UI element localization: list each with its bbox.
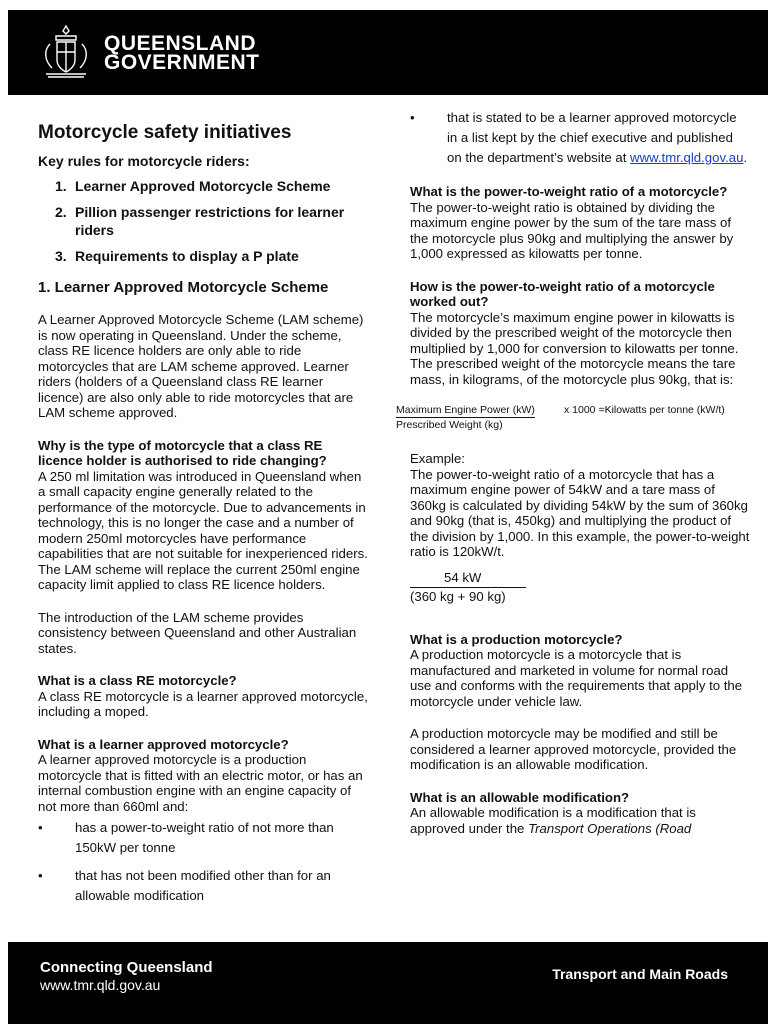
formula — [396, 399, 750, 439]
left-column — [38, 122, 368, 918]
list-item — [38, 866, 368, 906]
why-question: Why is the type of motorcycle that a class RE licence holder is authorised to ride changing? — [38, 437, 327, 468]
org-line2: GOVERNMENT — [104, 51, 260, 74]
why-section — [38, 438, 368, 593]
rule-item — [38, 177, 368, 195]
bullet-icon: • — [410, 110, 415, 125]
list-item — [38, 818, 368, 858]
fraction-numerator: 54 kW — [444, 569, 482, 585]
government-wordmark — [104, 34, 260, 72]
why-answer: A 250 ml limitation was introduced in Queensland when a small capacity engine generally related to the performance of the motorcycle. Due to advancements in technology, this is no longer the case and a number of modern 250ml motorcycles have performance capabilities that are not suitable for inexperienced riders. The LAM scheme will replace the current 250ml engine capacity limit applied to class RE licence holders. — [38, 468, 368, 592]
right-column — [396, 108, 750, 853]
fraction-bar — [410, 587, 526, 588]
rule-number: 3. — [55, 248, 67, 264]
rules-list — [38, 177, 368, 265]
footer-tagline: Connecting Queensland — [40, 959, 213, 976]
allowable-answer-start: An allowable modification is a modification that is approved under the — [410, 805, 696, 836]
how-question: How is the power-to-weight ratio of a motorcycle worked out? — [410, 278, 715, 309]
footer-band — [8, 942, 768, 1024]
page-title: Motorcycle safety initiatives — [38, 122, 292, 143]
learner-section — [38, 737, 368, 815]
how-section — [410, 279, 750, 388]
allowable-section — [410, 790, 750, 837]
bullet-end: . — [743, 150, 748, 165]
example-label: Example: — [410, 451, 465, 466]
formula-numerator: Maximum Engine Power (kW) — [396, 404, 535, 416]
header-band — [8, 10, 768, 95]
classre-section — [38, 673, 368, 720]
classre-question: What is a class RE motorcycle? — [38, 673, 237, 688]
bullet-icon: • — [38, 820, 43, 835]
tmr-website-link[interactable]: www.tmr.qld.gov.au — [630, 150, 744, 165]
key-rules-heading: Key rules for motorcycle riders: — [38, 153, 250, 169]
bullet-icon: • — [38, 868, 43, 883]
formula-denominator: Prescribed Weight (kg) — [396, 419, 503, 431]
bullet-text: that is stated to be a learner approved motorcycle in a list kept by the chief executive and published on the department’s website at — [447, 110, 737, 165]
list-item — [410, 108, 750, 168]
pw-question: What is the power-to-weight ratio of a motorcycle? — [410, 184, 728, 199]
formula-result: x 1000 =Kilowatts per tonne (kW/t) — [564, 404, 725, 416]
rule-number: 1. — [55, 178, 67, 194]
rule-number: 2. — [55, 204, 67, 220]
section1-heading: 1. Learner Approved Motorcycle Scheme — [38, 279, 329, 296]
rule-text: Requirements to display a P plate — [75, 248, 299, 264]
production-question: What is a production motorcycle? — [410, 631, 623, 647]
example-text: The power-to-weight ratio of a motorcycle that has a maximum engine power of 54kW and a tare mass of 360kg is calculated by dividing 54kW by the sum of 360kg and 90kg (that is, 450kg) and multiplying the product of the division by 1,000. In this example, the power-to-weight ratio is 120kW/t. — [410, 466, 750, 559]
learner-bullet-list — [38, 818, 368, 906]
pw-answer: The power-to-weight ratio is obtained by dividing the maximum engine power by the sum of the tare mass of the motorcycle plus 90kg and multiplying the answer by 1,000 expressed as kilowatts per tonne. — [410, 199, 734, 261]
intro-paragraph: A Learner Approved Motorcycle Scheme (LAM scheme) is now operating in Queensland. Under the scheme, class RE licence holders are only able to ride motorcycles that are LAM scheme approved. Learner riders (holders of a Queensland class RE learner licence) are also only able to ride motorcycles that are LAM scheme approved. — [38, 312, 364, 420]
footer-department: Transport and Main Roads — [552, 966, 728, 982]
coat-of-arms-icon — [40, 22, 92, 80]
classre-answer: A class RE motorcycle is a learner approved motorcycle, including a moped. — [38, 688, 368, 719]
example-section — [410, 451, 750, 560]
modified-paragraph: A production motorcycle may be modified and still be considered a learner approved motorcycle, provided the modification is an allowable modification. — [410, 726, 737, 772]
rule-item — [38, 247, 368, 265]
how-answer: The motorcycle’s maximum engine power in kilowatts is divided by the prescribed weight of the motorcycle then multiplied by 1,000 for conversion to kilowatts per tonne. The prescribed weight of the motorcycle means the tare mass, in kilograms, of the motorcycle plus 90kg, that is: — [410, 309, 739, 387]
allowable-answer-italic: Transport Operations (Road — [528, 820, 692, 836]
learner-answer: A learner approved motorcycle is a production motorcycle that is fitted with an electric motor, or has an internal combustion engine with an engine capacity of not more than 660ml and: — [38, 752, 363, 814]
consistency-paragraph: The introduction of the LAM scheme provides consistency between Queensland and other Australian states. — [38, 609, 357, 656]
production-answer: A production motorcycle is a motorcycle that is manufactured and marketed in volume for normal road use and conforms with the requirements that apply to the motorcycle under vehicle law. — [410, 647, 743, 709]
rule-item — [38, 203, 368, 239]
allowable-question: What is an allowable modification? — [410, 789, 630, 805]
bullet-text: has a power-to-weight ratio of not more than 150kW per tonne — [75, 820, 334, 855]
production-section — [410, 632, 750, 710]
bullet-text: that has not been modified other than for an allowable modification — [75, 868, 331, 903]
continued-bullet-list — [410, 108, 750, 168]
fraction-denominator: (360 kg + 90 kg) — [410, 588, 506, 604]
rule-text: Learner Approved Motorcycle Scheme — [75, 178, 331, 194]
learner-question: What is a learner approved motorcycle? — [38, 736, 289, 752]
example-fraction — [410, 570, 750, 610]
pw-section — [410, 184, 750, 262]
footer-url: www.tmr.qld.gov.au — [40, 977, 161, 993]
org-line1: QUEENSLAND — [104, 32, 257, 55]
rule-text: Pillion passenger restrictions for learner riders — [75, 204, 345, 238]
